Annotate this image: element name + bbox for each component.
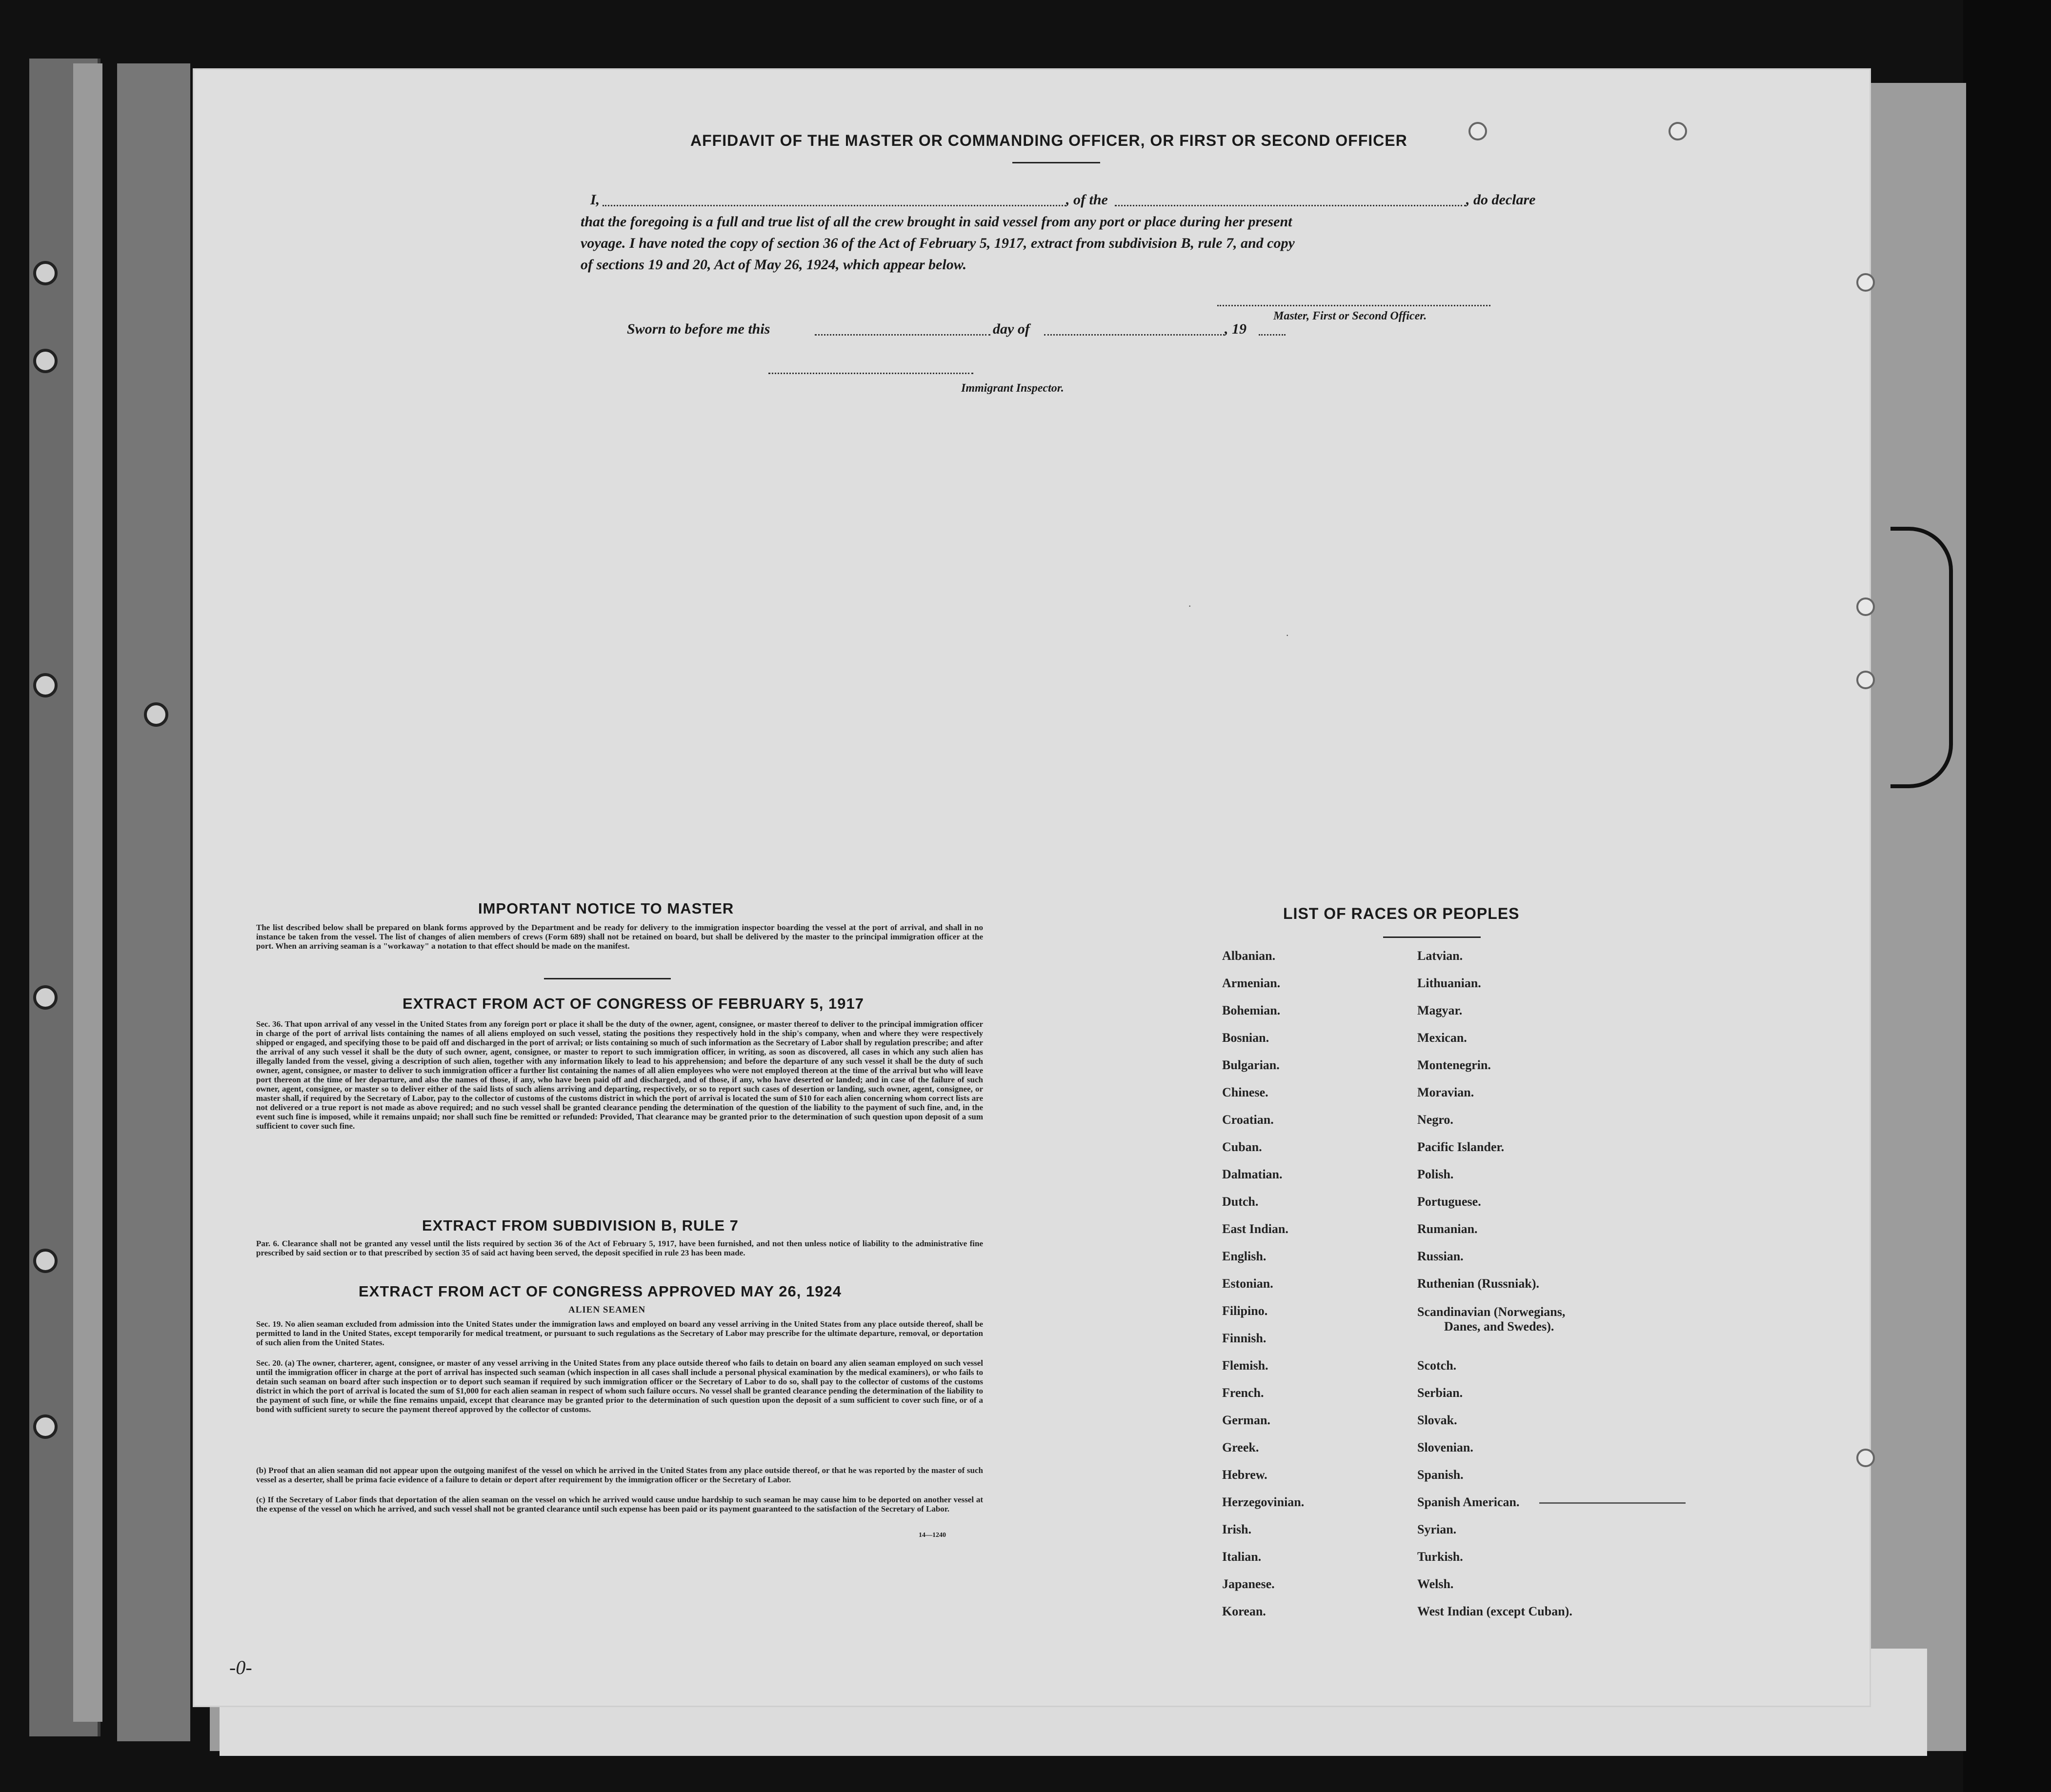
year-label: , 19	[1225, 321, 1247, 337]
race-item: Welsh.	[1417, 1577, 1454, 1591]
punch-hole	[1856, 597, 1875, 616]
race-item: Bosnian.	[1222, 1031, 1269, 1045]
strike-line	[1539, 1502, 1686, 1504]
binder-hole	[33, 1249, 58, 1273]
race-item: Scotch.	[1417, 1358, 1457, 1373]
race-item: Dutch.	[1222, 1195, 1259, 1209]
rule7-title: EXTRACT FROM SUBDIVISION B, RULE 7	[422, 1217, 739, 1234]
race-item: Polish.	[1417, 1167, 1454, 1181]
race-item: French.	[1222, 1386, 1264, 1400]
punch-hole	[1856, 671, 1875, 689]
race-item: Slovenian.	[1417, 1440, 1473, 1454]
affidavit-line4: of sections 19 and 20, Act of May 26, 1924, which appear below.	[581, 257, 967, 273]
race-item: Mexican.	[1417, 1031, 1467, 1045]
race-item: Japanese.	[1222, 1577, 1275, 1591]
race-item: Slovak.	[1417, 1413, 1457, 1427]
race-item: Finnish.	[1222, 1331, 1267, 1345]
notice-body: The list described below shall be prepared on blank forms approved by the Department and be ready for delivery to the immigration inspector boarding the vessel at the port of arrival, and shall in no instance be taken from the vessel. The list of changes of alien members of crews (Form 689) shall not be retained on board, but shall be delivered by the master to the principal immigration officer at the port. When an arriving seaman is a "workaway" a notation to that effect should be made on the manifest.	[256, 923, 983, 951]
race-item: Italian.	[1222, 1550, 1262, 1564]
race-item: Bulgarian.	[1222, 1058, 1280, 1072]
race-item: Serbian.	[1417, 1386, 1463, 1400]
race-item: Syrian.	[1417, 1522, 1457, 1536]
race-item: East Indian.	[1222, 1222, 1288, 1236]
punch-hole	[1468, 122, 1487, 140]
race-item: Scandinavian (Norwegians,	[1417, 1305, 1566, 1319]
master-signature-line[interactable]	[1217, 305, 1490, 306]
race-item: Flemish.	[1222, 1358, 1268, 1373]
race-item: West Indian (except Cuban).	[1417, 1604, 1572, 1618]
punch-hole	[1856, 1449, 1875, 1467]
punch-hole	[1856, 273, 1875, 292]
races-rule	[1383, 936, 1481, 938]
sec20a-body: Sec. 20. (a) The owner, charterer, agent, consignee, or master of any vessel arriving in the United States from any place outside thereof who fails to detain on board any alien seaman employed on such vessel until the immigration officer in charge at the port of arrival has inspected such seaman (which inspection in all cases shall include a personal physical examination by the medical examiners), or who fails to detain such seaman on board after such inspection or to deport such seaman if required by such immigration officer or the Secretary of Labor to do so, shall pay to the collector of customs of the customs district in which the port of arrival is located the sum of $1,000 for each alien seaman in respect of whom such failure occurs. No vessel shall be granted clearance pending the determination of the liability to the payment of such fine, or while the fine remains unpaid, except that clearance may be granted prior to the determination of such question upon the deposit of a sum sufficient to cover such fine, or of a bond with sufficient surety to secure the payment thereof approved by the collector of customs.	[256, 1358, 983, 1414]
race-item: Portuguese.	[1417, 1195, 1481, 1209]
race-item: Montenegrin.	[1417, 1058, 1491, 1072]
notice-title: IMPORTANT NOTICE TO MASTER	[478, 900, 734, 917]
section-rule	[544, 978, 671, 979]
race-item: Pacific Islander.	[1417, 1140, 1505, 1154]
race-item: Greek.	[1222, 1440, 1259, 1454]
race-item: Estonian.	[1222, 1276, 1273, 1291]
race-item: Moravian.	[1417, 1085, 1474, 1099]
sworn-year-blank[interactable]	[1259, 334, 1286, 336]
affidavit-line3: voyage. I have noted the copy of section 36 of the Act of February 5, 1917, extract from subdivision B, rule 7, and copy	[581, 235, 1295, 251]
race-item: Rumanian.	[1417, 1222, 1478, 1236]
race-item: Herzegovinian.	[1222, 1495, 1305, 1509]
stray-mark: ·	[1286, 629, 1289, 641]
sworn-label: Sworn to before me this	[627, 321, 770, 337]
vessel-blank[interactable]	[1115, 205, 1466, 206]
race-item: German.	[1222, 1413, 1270, 1427]
races-title: LIST OF RACES OR PEOPLES	[1283, 905, 1520, 922]
race-item: Ruthenian (Russniak).	[1417, 1276, 1539, 1291]
affidavit-declare: , do declare	[1466, 192, 1536, 208]
affidavit-line2: that the foregoing is a full and true list of all the crew brought in said vessel from any port or place during her present	[581, 214, 1292, 230]
dark-edge	[1963, 0, 2051, 1792]
binder-left-strip	[73, 63, 102, 1722]
affidavit-i: I,	[590, 192, 600, 208]
race-item: Spanish American.	[1417, 1495, 1520, 1509]
race-item: English.	[1222, 1249, 1267, 1263]
inspector-signature-line[interactable]	[768, 373, 973, 374]
race-item: Korean.	[1222, 1604, 1266, 1618]
race-item: Irish.	[1222, 1522, 1251, 1536]
race-item: Latvian.	[1417, 949, 1463, 963]
sec20c-body: (c) If the Secretary of Labor finds that deportation of the alien seaman on the vessel on which he arrived would cause undue hardship to such seaman he may cause him to be deported on another vessel at the expense of the vessel on which he arrived, and such vessel shall not be granted clearance until such expense has been paid or its payment guaranteed to the satisfaction of the Secretary of Labor.	[256, 1495, 983, 1513]
race-item: Dalmatian.	[1222, 1167, 1283, 1181]
sec19-body: Sec. 19. No alien seaman excluded from admission into the United States under the immigration laws and employed on board any vessel arriving in the United States from any place outside thereof, shall be permitted to land in the United States, except temporarily for medical treatment, or pursuant to such regulations as the Secretary of Labor may prescribe for the ultimate departure, removal, or deportation of such alien from the United States.	[256, 1319, 983, 1347]
race-item: Russian.	[1417, 1249, 1464, 1263]
race-item: Spanish.	[1417, 1468, 1464, 1482]
race-item: Turkish.	[1417, 1550, 1463, 1564]
sworn-day-blank[interactable]	[815, 334, 990, 336]
race-item: Chinese.	[1222, 1085, 1268, 1099]
race-item: Bohemian.	[1222, 1003, 1281, 1017]
race-item: Magyar.	[1417, 1003, 1463, 1017]
binder-hole	[144, 702, 168, 727]
binder-hole	[33, 673, 58, 697]
affidavit-title: AFFIDAVIT OF THE MASTER OR COMMANDING OFFICER, OR FIRST OR SECOND OFFICER	[690, 132, 1408, 149]
binder-hole	[33, 349, 58, 373]
race-item: Albanian.	[1222, 949, 1276, 963]
alien-seamen-subtitle: ALIEN SEAMEN	[568, 1305, 646, 1315]
sworn-month-blank[interactable]	[1044, 334, 1225, 336]
day-of-label: day of	[993, 321, 1030, 337]
inspector-label: Immigrant Inspector.	[961, 382, 1064, 395]
race-item: Croatian.	[1222, 1113, 1274, 1127]
rule7-body: Par. 6. Clearance shall not be granted any vessel until the lists required by section 36 of the Act of February 5, 1917, have been furnished, and not then unless notice of liability to the administrative fine prescribed by said section or to that prescribed by section 35 of said act having been served, the deposit specified in rule 23 has been made.	[256, 1239, 983, 1257]
race-item: Armenian.	[1222, 976, 1281, 990]
binding-strap	[1890, 527, 1953, 788]
binder-hole	[33, 261, 58, 285]
margin-note: -0-	[229, 1656, 252, 1678]
extract1917-body: Sec. 36. That upon arrival of any vessel in the United States from any foreign port or place it shall be the duty of the owner, agent, consignee, or master thereof to deliver to the principal immigration officer in charge of the port of arrival lists containing the names of all aliens employed on such vessel, stating the positions they respectively hold in the ship's company, when and where they were respectively shipped or engaged, and specifying those to be paid off and discharged in the port of arrival; or lists containing so much of such information as the Secretary of Labor shall by regulation prescribe; and after the arrival of any such vessel it shall be the duty of such owner, agent, consignee, or master to report to such immigration officer, in writing, as soon as discovered, all cases in which any such alien has illegally landed from the vessel, giving a description of such alien, together with any information likely to lead to his apprehension; and before the departure of any such vessel it shall be the duty of such owner, agent, consignee, or master to deliver to such immigration officer a further list containing the names of all alien employees who were not employed thereon at the time of the arrival but who will leave port thereon at the time of her departure, and also the names of those, if any, who have been paid off and discharged, and of those, if any, who have deserted or landed; and in case of the failure of such owner, agent, consignee, or master so to deliver either of the said lists of such aliens arriving and departing, respectively, or so to report such cases of desertion or landing, such owner, agent, consignee, or master shall, if required by the Secretary of Labor, pay to the collector of customs of the customs district in which the port of arrival is located the sum of $10 for each alien concerning whom correct lists are not delivered or a true report is not made as above required; and no such vessel shall be granted clearance pending the determination of the question of the liability to the payment of such fine, and, in the event such fine is imposed, while it remains unpaid; nor shall such fine be remitted or refunded: Provided, That clearance may be granted prior to the determination of such question upon deposit of a sum sufficient to cover such fine.	[256, 1019, 983, 1131]
race-item: Filipino.	[1222, 1304, 1268, 1318]
race-item: Lithuanian.	[1417, 976, 1481, 990]
sec20b-body: (b) Proof that an alien seaman did not appear upon the outgoing manifest of the vessel on which he arrived in the United States from any place outside thereof, or that he was reported by the master of such vessel as a deserter, shall be prima facie evidence of a failure to detain or deport after requirement by the immigration officer or the Secretary of Labor.	[256, 1466, 983, 1484]
name-blank[interactable]	[603, 205, 1066, 206]
extract1917-title: EXTRACT FROM ACT OF CONGRESS OF FEBRUARY 5, 1917	[402, 995, 864, 1012]
form-number: 14—1240	[919, 1532, 946, 1539]
binder-hole	[33, 1414, 58, 1439]
binder-hole	[33, 985, 58, 1010]
stray-mark: ·	[1188, 600, 1192, 612]
race-item: Hebrew.	[1222, 1468, 1267, 1482]
race-item-cont: Danes, and Swedes).	[1444, 1319, 1554, 1334]
race-item: Cuban.	[1222, 1140, 1262, 1154]
race-item: Negro.	[1417, 1113, 1453, 1127]
master-signature-label: Master, First or Second Officer.	[1273, 310, 1427, 322]
extract1924-title: EXTRACT FROM ACT OF CONGRESS APPROVED MAY 26, 1924	[359, 1283, 842, 1300]
affidavit-of-the: , of the	[1066, 192, 1108, 208]
affidavit-page	[193, 68, 1871, 1707]
sheet-stack-edge	[117, 63, 190, 1741]
title-rule	[1012, 162, 1100, 163]
punch-hole	[1669, 122, 1687, 140]
